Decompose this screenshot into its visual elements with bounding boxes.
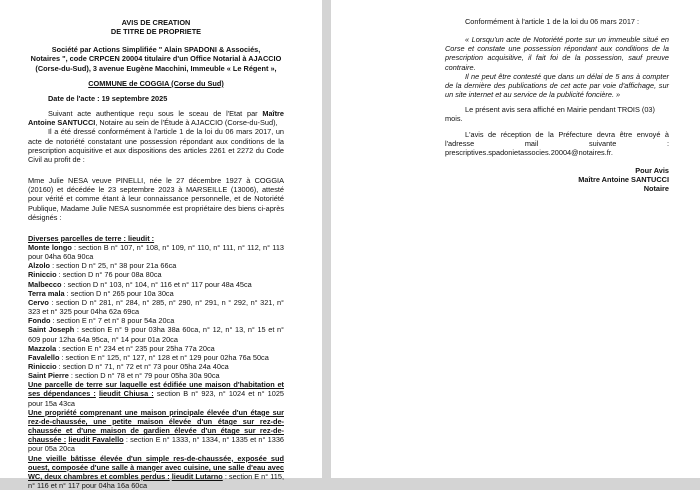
parcel-details: : section D n° 71, n° 72 et n° 73 pour 05ha 24a 40ca [56, 362, 229, 371]
parcel-details: : section D n° 103, n° 104, n° 116 et n° 117 pour 48a 45ca [61, 279, 252, 289]
law-quote-2: Il ne peut être contesté que dans un délai de 5 ans à compter de la dernière des publications de cet acte par voie d'affichage, sur un site internet et au service de la publicité foncière. » [445, 71, 669, 100]
parcel-lieudit: Mazzola [28, 343, 57, 353]
document-page-left [0, 0, 322, 490]
parcel-lieudit: Terra mala [28, 288, 65, 298]
left-text-column [28, 18, 284, 490]
parcel-item [28, 280, 284, 289]
parcel-lieudit: Cervo [28, 297, 49, 307]
parcel-lieudit: Fondo [28, 316, 51, 326]
parcel-item [28, 344, 284, 353]
parcel-item [28, 261, 284, 270]
document-title: AVIS DE CREATION [121, 18, 191, 27]
property-estate-text: : section E n° 1333, n° 1334, n° 1335 et n° 1336 pour 05a 20ca [28, 435, 285, 454]
property-house-lieudit: lieudit Chiusa : [98, 389, 154, 399]
company-line-2: Notaires ", code CRPCEN 20004 titulaire d'un Office Notarial à AJACCIO [30, 54, 282, 64]
parcel-details: : section D n° 281, n° 284, n° 285, n° 290, n° 291, n ° 292, n° 321, n° 323 et n° 325 pour 04ha 62a 69ca [28, 297, 284, 317]
law-quote-1: « Lorsqu'un acte de Notoriété porte sur un immeuble situé en Corse et constate une possession répondant aux conditions de la prescription acquisitive, il fait foi de la possession, sauf preuve contraire. [445, 35, 669, 72]
parcel-lieudit: Riniccio [28, 362, 57, 371]
company-line-1: Société par Actions Simplifiée " Alain SPADONI & Associés, [51, 45, 261, 55]
parcel-lieudit: Alzolo [28, 261, 51, 271]
property-building-heading: Une vieille bâtisse élevée d'un simple res-de-chaussée, exposée sud ouest, composée d'une salle à manger avec cuisine, une salle d'eau avec WC, deux chambres et combles perdus : [28, 453, 284, 481]
paragraph-act-text-end: , Notaire au sein de l'Étude à AJACCIO (Corse-du-Sud), [95, 118, 278, 128]
parcel-item [28, 243, 284, 261]
parcel-lieudit: Saint Pierre [28, 371, 69, 381]
parcel-details: : section E n° 234 et n° 235 pour 25ha 77a 20ca [56, 343, 215, 353]
property-building [28, 454, 284, 490]
parcel-list [28, 243, 284, 380]
parcel-item [28, 270, 284, 279]
parcel-item [28, 298, 284, 316]
property-building-lieudit: lieudit Lutarno [171, 471, 223, 481]
parcels-header: Diverses parcelles de terre : lieudit : [28, 233, 155, 243]
act-date: Date de l'acte : 19 septembre 2025 [48, 93, 168, 103]
signature-name: Maître Antoine SANTUCCI [578, 175, 669, 185]
parcel-lieudit: Favalello [28, 352, 60, 362]
document-page-right [331, 0, 700, 478]
notary-name: Maître Antoine SANTUCCI [28, 109, 284, 128]
parcel-item [28, 289, 284, 298]
paragraph-act-text: Suivant acte authentique reçu sous le sceau de l'Etat par [48, 109, 263, 119]
paragraph-notoriety: Il a été dressé conformément à l'article 1 de la loi du 06 mars 2017, un acte de notoriété constatant une possession répondant aux conditions de la prescription acquisitive et aux dispositions des articles 2261 et 2272 du Code Civil au profit de : [28, 127, 284, 164]
property-house-text: section B n° 923, n° 1024 et n° 1025 pour 15a 43ca [28, 389, 284, 408]
property-estate-lieudit: lieudit Favalello [68, 435, 124, 445]
parcel-item [28, 371, 284, 380]
parcel-details: : section E n° 125, n° 127, n° 128 et n° 129 pour 02ha 76a 50ca [59, 352, 269, 362]
document-subtitle: DE TITRE DE PROPRIETE [110, 27, 202, 37]
parcel-lieudit: Saint Joseph [28, 325, 75, 335]
property-house [28, 380, 284, 407]
parcel-details: : section D n° 76 pour 08a 80ca [56, 270, 162, 280]
parcel-details: : section E n° 9 pour 03ha 38a 60ca, n° 12, n° 13, n° 15 et n° 609 pour 12ha 64a 95ca, n° 14 pour 01a 20ca [28, 325, 284, 344]
parcel-details: : section B n° 107, n° 108, n° 109, n° 110, n° 111, n° 112, n° 113 pour 04ha 60a 90ca [28, 242, 284, 262]
parcel-lieudit: Malbecco [28, 279, 62, 289]
signature-title: Notaire [643, 184, 669, 194]
paragraph-act [28, 109, 284, 127]
parcel-lieudit: Monte longo [28, 242, 72, 252]
parcel-details: : section E n° 7 et n° 8 pour 54a 20ca [50, 316, 175, 326]
law-reference: Conformément à l'article 1 de la loi du 06 mars 2017 : [465, 17, 640, 26]
paragraph-owner: Mme Julie NESA veuve PINELLI, née le 27 décembre 1927 à COGGIA (20160) et décédée le 23 septembre 2023 à MARSEILLE (13006), attesté pour vérité et comme étant à leur connaissance personnelle, et de Notoriété Publique, Madame Julie NESA susnommée est propriétaire des biens ci-après désignés : [28, 176, 284, 222]
property-estate [28, 408, 284, 454]
property-building-text: : section E n° 115, n° 116 et n° 117 pour 04ha 16a 60ca [28, 471, 285, 490]
parcel-item [28, 362, 284, 371]
parcel-details: : section D n° 78 et n° 79 pour 05ha 30a 90ca [68, 371, 220, 381]
parcel-details: : section D n° 25, n° 38 pour 21a 66ca [50, 261, 177, 271]
company-line-3: (Corse-du-Sud), 3 avenue Eugène Macchini, Immeuble « Le Régent », [35, 63, 277, 73]
signature-pour-avis: Pour Avis [635, 166, 669, 176]
property-estate-heading: Une propriété comprenant une maison principale élevée d'un étage sur rez-de-chaussée, une petite maison élevée d'un étage sur rez-de-chaussée et d'une maison de gardien élevée d'un étage sur rez-de-chaussée : [28, 407, 284, 445]
parcel-item [28, 353, 284, 362]
parcel-lieudit: Riniccio [28, 270, 57, 280]
posting-notice: Le présent avis sera affiché en Mairie pendant TROIS (03) mois. [445, 105, 655, 124]
parcel-item [28, 316, 284, 325]
parcel-details: : section D n° 265 pour 10a 30ca [64, 288, 174, 298]
property-house-heading: Une parcelle de terre sur laquelle est édifiée une maison d'habitation et ses dépendances : [28, 380, 284, 399]
commune-heading: COMMUNE de COGGIA (Corse du Sud) [88, 78, 224, 88]
right-text-column [445, 17, 669, 194]
prefecture-notice: L'avis de réception de la Préfecture devra être envoyé à l'adresse mail suivante : prescriptives.spadonietassocies.20004@notaires.fr. [445, 129, 669, 157]
parcel-item [28, 325, 284, 343]
